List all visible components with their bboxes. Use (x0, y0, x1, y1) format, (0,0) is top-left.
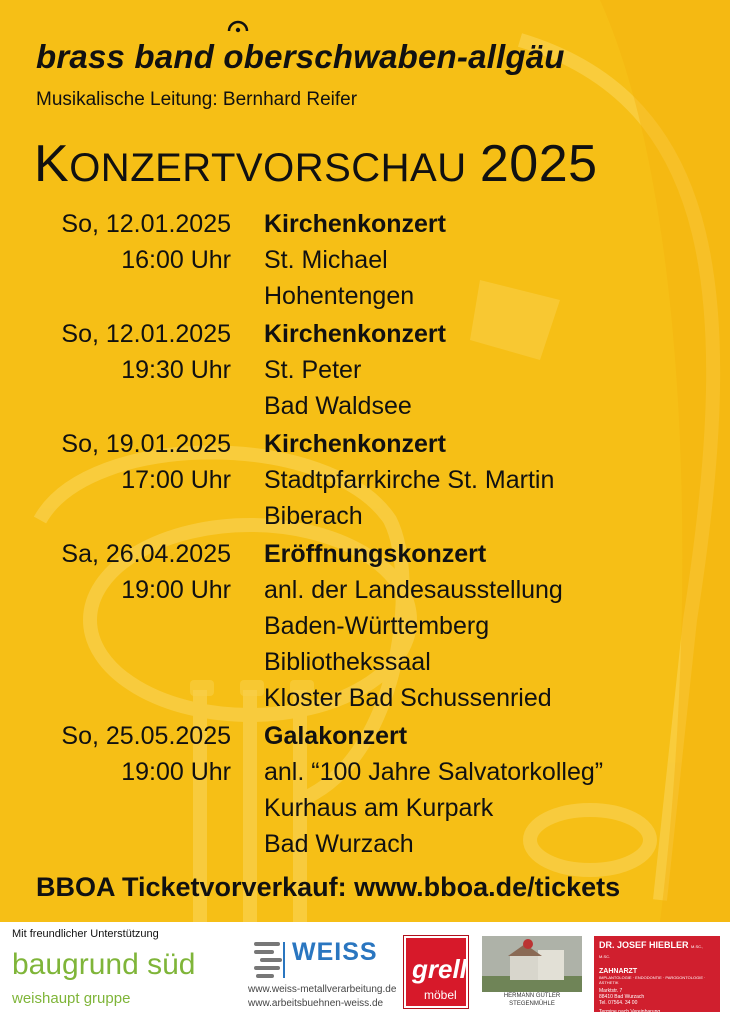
event-venue-line: Kloster Bad Schussenried (264, 683, 552, 712)
dentist-specialties: IMPLANTOLOGIE · ENDODONTIE · PARODONTOLOGIE · ÄSTHETIK (599, 975, 706, 985)
event-date: Sa, 26.04.2025 (61, 539, 231, 568)
event-title: Kirchenkonzert (264, 209, 446, 238)
weiss-logo: WEISS (292, 938, 378, 966)
title-year: 2025 (479, 135, 598, 193)
event-venue-line: Bad Wurzach (264, 829, 414, 858)
event-time: 19:30 Uhr (121, 355, 231, 384)
dentist-role: ZAHNARZT (599, 968, 638, 975)
event-venue-line: Bad Waldsee (264, 391, 412, 420)
event-venue-line: Kurhaus am Kurpark (264, 793, 494, 822)
weiss-url: www.weiss-metallverarbeitung.de (248, 984, 397, 995)
event-time: 17:00 Uhr (121, 465, 231, 494)
event-title: Galakonzert (264, 721, 408, 750)
sponsor-footer (0, 922, 730, 1024)
fermata-icon (227, 15, 249, 37)
grell-logo (404, 936, 468, 1008)
grell-word: grell (412, 954, 467, 984)
event-date: So, 19.01.2025 (61, 429, 231, 458)
event-date: So, 25.05.2025 (61, 721, 231, 750)
event-date: So, 12.01.2025 (61, 209, 231, 238)
building-photo (482, 936, 582, 992)
event-title: Kirchenkonzert (264, 319, 446, 348)
event-venue-line: Baden-Württemberg (264, 611, 490, 640)
weiss-url: www.arbeitsbuehnen-weiss.de (248, 998, 384, 1009)
event-time: 19:00 Uhr (121, 757, 231, 786)
event-item (0, 426, 730, 534)
support-label: Mit freundlicher Unterstützung (12, 928, 159, 940)
event-venue-line: anl. der Landesausstellung (264, 575, 563, 604)
page-title (34, 134, 598, 194)
event-item (0, 718, 730, 862)
event-venue-line: St. Michael (264, 245, 388, 274)
event-venue-line: St. Peter (264, 355, 362, 384)
event-venue-line: anl. “100 Jahre Salvatorkolleg” (264, 757, 604, 786)
event-item (0, 206, 730, 314)
baugrund-logo: baugrund süd (12, 948, 196, 981)
event-item (0, 316, 730, 424)
event-title: Eröffnungskonzert (264, 539, 487, 568)
event-time: 16:00 Uhr (121, 245, 231, 274)
dentist-appointments: Termine nach Vereinbarung (599, 1009, 661, 1015)
event-title: Kirchenkonzert (264, 429, 446, 458)
dentist-name: DR. JOSEF HIEBLER M.SC., M.SC. (599, 940, 704, 959)
event-venue-line: Bibliothekssaal (264, 647, 431, 676)
event-venue-line: Hohentengen (264, 281, 415, 310)
title-initial: K (34, 135, 70, 193)
ticket-info: BBOA Ticketvorverkauf: www.bboa.de/tickets (36, 872, 621, 902)
event-date: So, 12.01.2025 (61, 319, 231, 348)
dentist-address: Marktstr. 7 88410 Bad Wurzach Tel. 07564. 34 00 (599, 988, 645, 1006)
band-name: brass band oberschwaben-allgäu (36, 38, 565, 75)
guetler-logo (482, 936, 582, 1008)
title-word: ONZERTVORSCHAU (69, 146, 467, 190)
event-time: 19:00 Uhr (121, 575, 231, 604)
event-venue-line: Stadtpfarrkirche St. Martin (264, 465, 555, 494)
event-item (0, 536, 730, 716)
weishaupt-label: weishaupt gruppe (12, 990, 131, 1007)
weiss-logo-icon (252, 940, 286, 980)
event-venue-line: Biberach (264, 501, 363, 530)
grell-sub: möbel (424, 988, 457, 1002)
guetler-caption: HERMANN GÜTLER STEGENMÜHLE (482, 992, 582, 1008)
conductor-line: Musikalische Leitung: Bernhard Reifer (36, 89, 358, 110)
dentist-card (594, 936, 720, 1015)
event-list (0, 206, 730, 862)
